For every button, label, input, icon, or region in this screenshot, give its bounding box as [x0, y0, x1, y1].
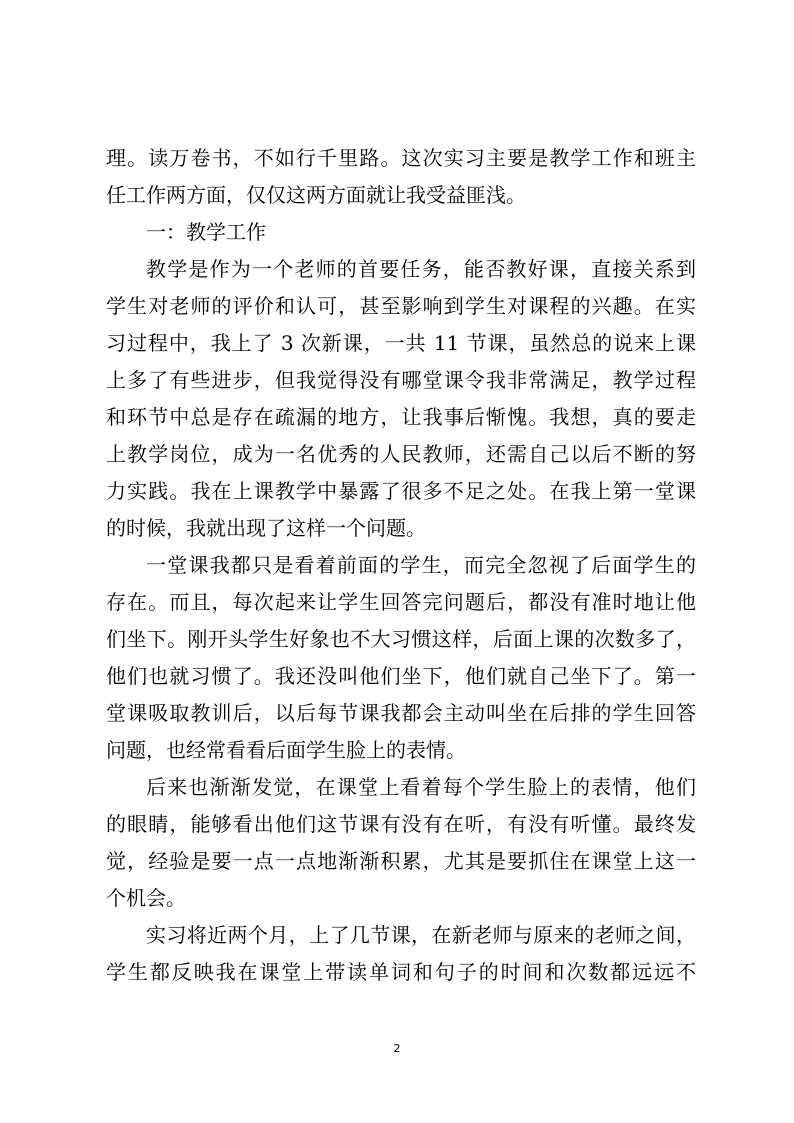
- text-line-15: 他们也就习惯了。我还没叫他们坐下，他们就自己坐下了。第一: [106, 664, 696, 688]
- section-heading: 一：教学工作: [146, 220, 266, 244]
- text-line-7: 上多了有些进步，但我觉得没有哪堂课令我非常满足，教学过程: [106, 368, 696, 392]
- text-line-11: 的时候，我就出现了这样一个问题。: [106, 516, 426, 540]
- text-line-22: 实习将近两个月，上了几节课，在新老师与原来的老师之间，: [146, 923, 696, 947]
- text-line-16: 堂课吸取教训后，以后每节课我都会主动叫坐在后排的学生回答: [106, 701, 696, 725]
- text-line-17: 问题，也经常看看后面学生脸上的表情。: [106, 738, 466, 762]
- text-line-18: 后来也渐渐发觉，在课堂上看着每个学生脸上的表情，他们: [146, 775, 696, 799]
- text-line-6: 习过程中，我上了 3 次新课，一共 11 节课，虽然总的说来上课: [106, 331, 696, 355]
- page-number: 2: [393, 1042, 401, 1055]
- text-line-4: 教学是作为一个老师的首要任务，能否教好课，直接关系到: [146, 257, 696, 281]
- text-line-21: 个机会。: [106, 886, 186, 910]
- text-line-10: 力实践。我在上课教学中暴露了很多不足之处。在我上第一堂课: [106, 479, 696, 503]
- body-text: [106, 140, 696, 991]
- text-line-23: 学生都反映我在课堂上带读单词和句子的时间和次数都远远不: [106, 960, 696, 984]
- text-line-20: 觉，经验是要一点一点地渐渐积累，尤其是要抓住在课堂上这一: [106, 849, 696, 873]
- text-line-8: 和环节中总是存在疏漏的地方，让我事后惭愧。我想，真的要走: [106, 405, 696, 429]
- text-line-13: 存在。而且，每次起来让学生回答完问题后，都没有准时地让他: [106, 590, 696, 614]
- text-line-19: 的眼睛，能够看出他们这节课有没有在听，有没有听懂。最终发: [106, 812, 696, 836]
- text-line-14: 们坐下。刚开头学生好象也不大习惯这样，后面上课的次数多了，: [106, 627, 696, 651]
- text-line-2: 任工作两方面，仅仅这两方面就让我受益匪浅。: [106, 183, 526, 207]
- text-line-9: 上教学岗位，成为一名优秀的人民教师，还需自己以后不断的努: [106, 442, 696, 466]
- text-line-5: 学生对老师的评价和认可，甚至影响到学生对课程的兴趣。在实: [106, 294, 696, 318]
- text-line-12: 一堂课我都只是看着前面的学生，而完全忽视了后面学生的: [146, 553, 696, 577]
- text-line-1: 理。读万卷书，不如行千里路。这次实习主要是教学工作和班主: [106, 146, 696, 170]
